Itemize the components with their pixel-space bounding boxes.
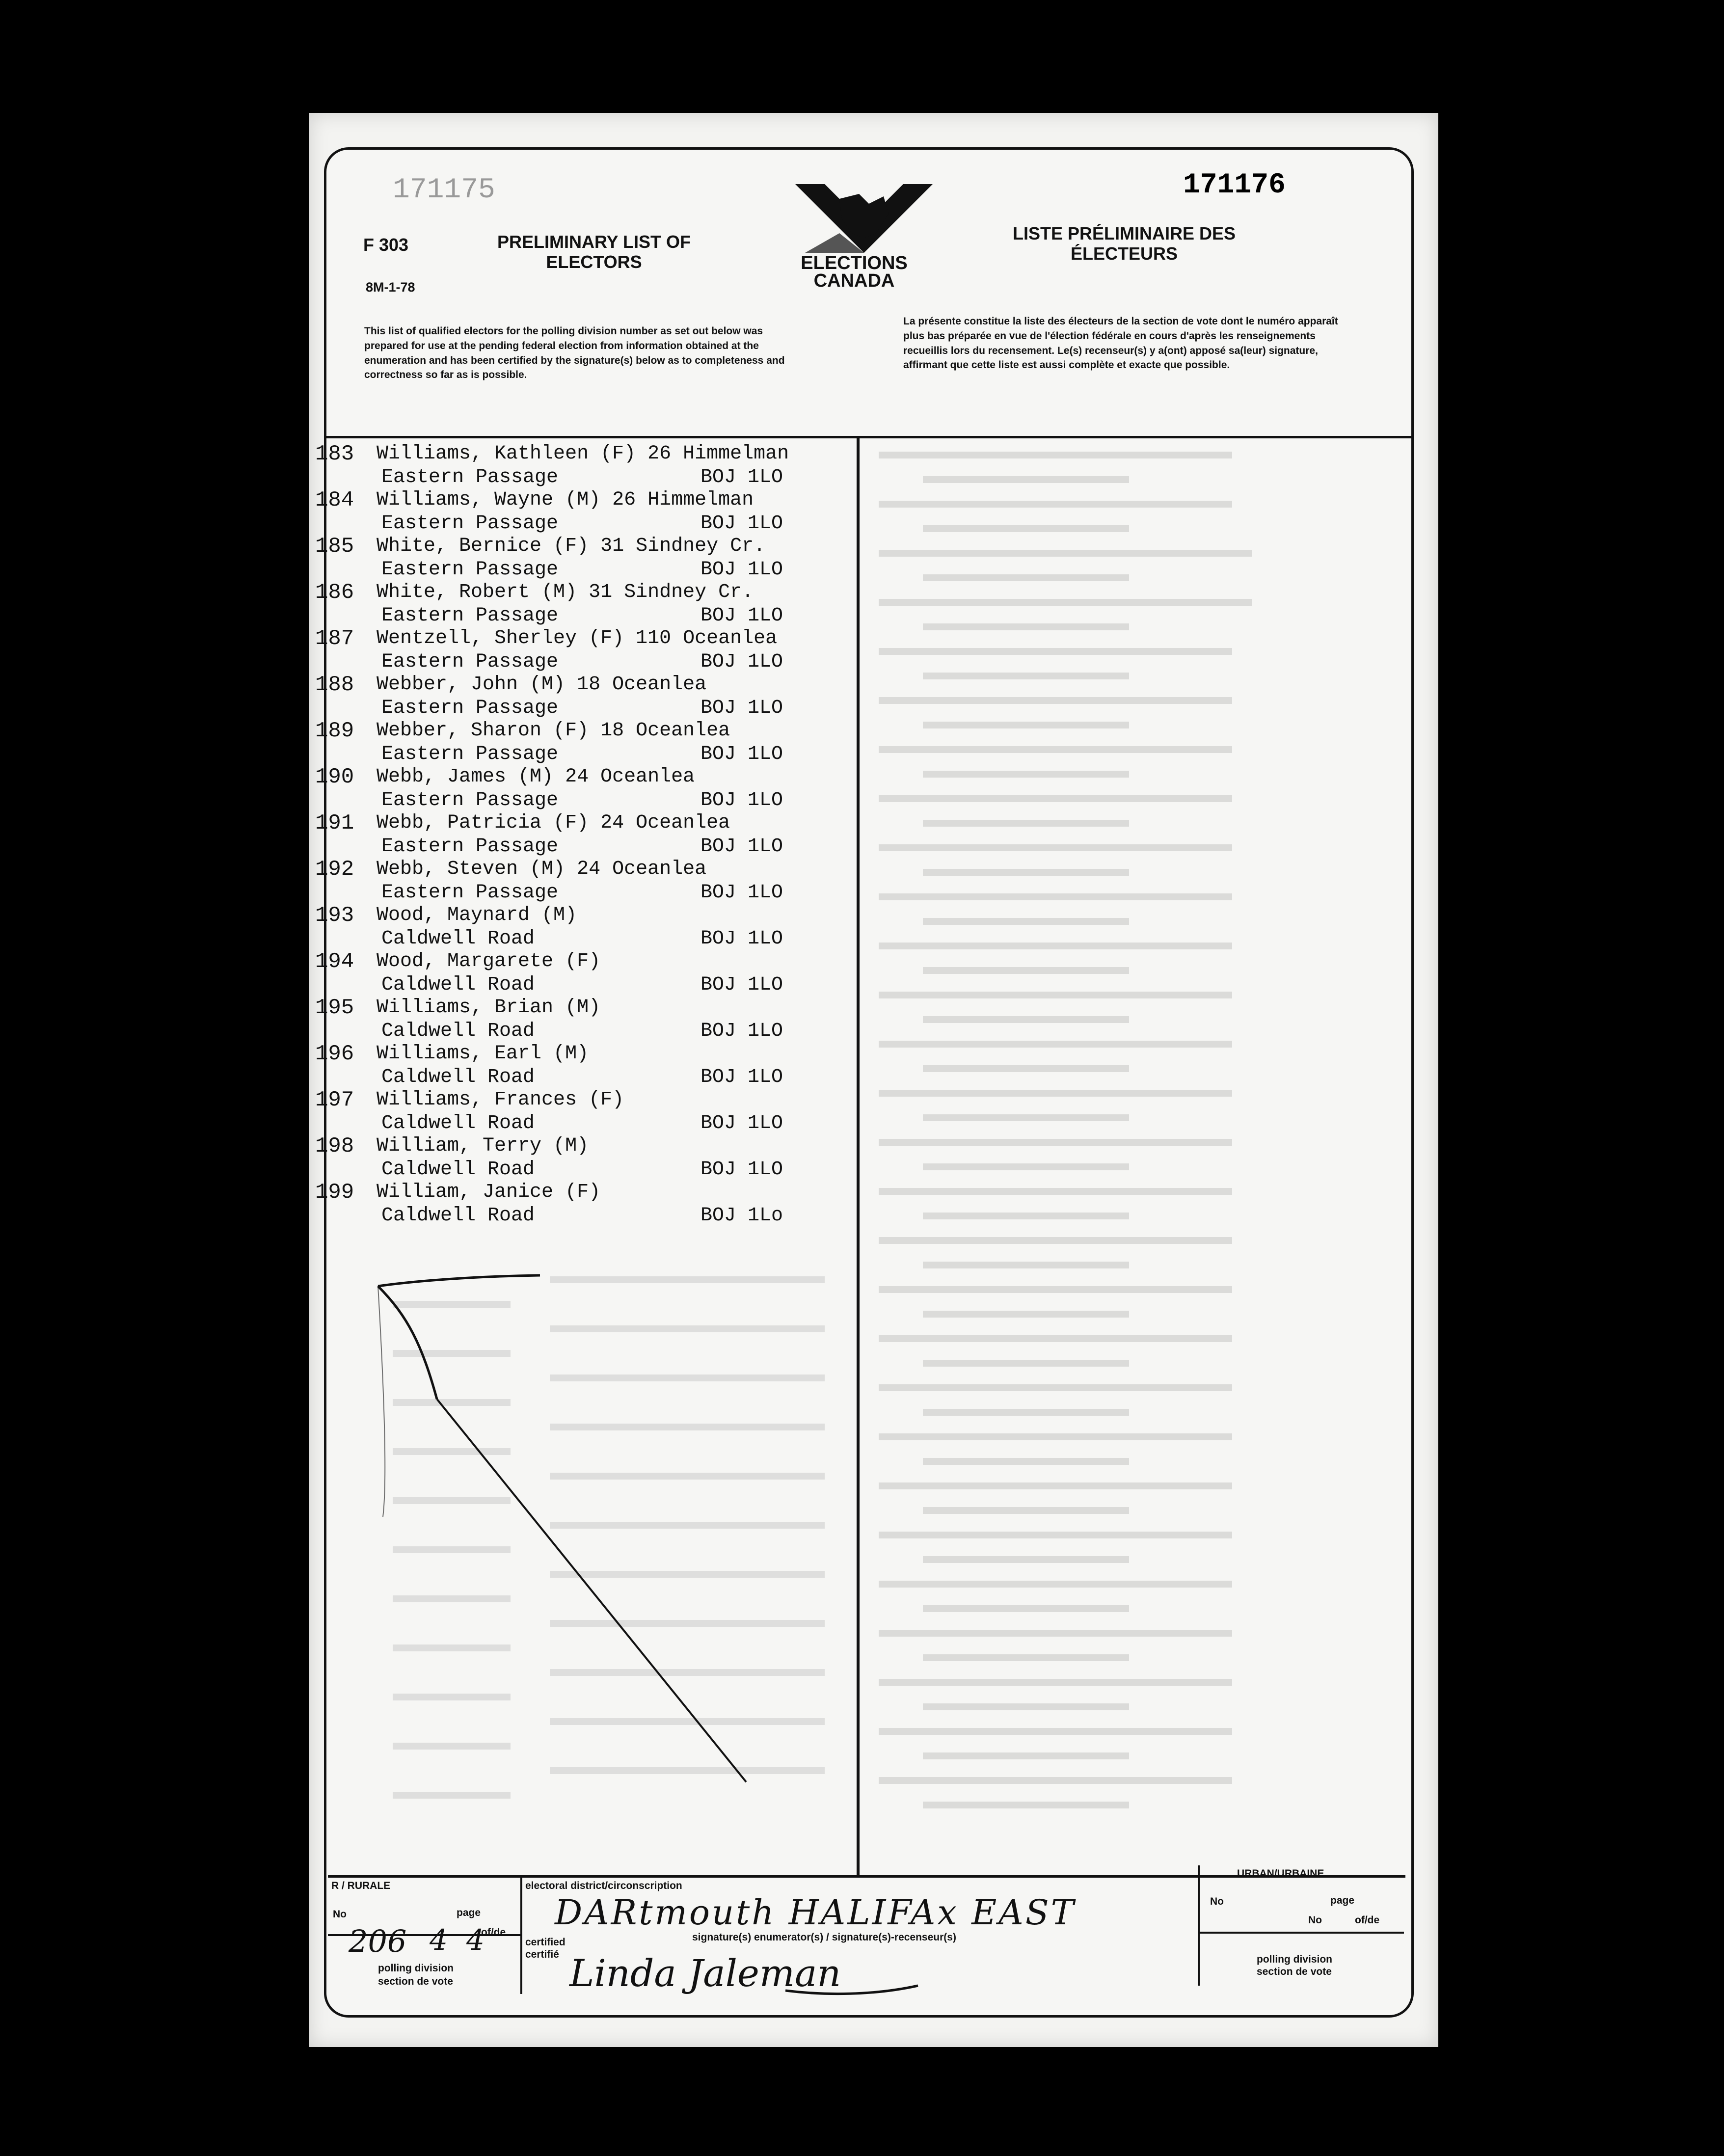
form-code: F 303	[363, 235, 409, 255]
elector-number: 193	[315, 903, 354, 928]
elector-locality: Caldwell Road	[381, 1066, 535, 1088]
elector-entry	[315, 1180, 855, 1226]
elector-postal-code: BOJ 1LO	[700, 651, 783, 673]
elector-postal-code: BOJ 1Lo	[700, 1205, 783, 1227]
electors-list	[315, 442, 855, 1226]
polling-division-label: polling division	[378, 1963, 454, 1974]
logo-text-line2: CANADA	[813, 270, 895, 292]
intro-text-french: La présente constitue la liste des électeurs de la section de vote dont le numéro apparaît plus bas préparée en vue de l'élection fédérale en cours d'après les renseignements recueillis lors du recensement. Le(s) recenseur(s) y a(ont) apposé sa(leur) signature, affirmant que cette liste est aussi complète et exacte que possible.	[903, 316, 1338, 371]
elector-postal-code: BOJ 1LO	[700, 605, 783, 627]
elector-entry	[315, 903, 855, 949]
elector-locality: Eastern Passage	[381, 697, 559, 719]
elector-name-address: Williams, Frances (F)	[377, 1089, 624, 1111]
elector-number: 194	[315, 949, 354, 974]
elector-postal-code: BOJ 1LO	[700, 1066, 783, 1088]
urban-polling-division-label: polling division	[1257, 1954, 1332, 1965]
elector-entry	[315, 673, 855, 719]
signature-underline	[785, 1981, 923, 2000]
elector-number: 183	[315, 442, 354, 466]
elector-postal-code: BOJ 1LO	[700, 974, 783, 996]
section-de-vote-label: section de vote	[378, 1976, 453, 1987]
elector-number: 190	[315, 765, 354, 789]
elector-name-address: Williams, Earl (M)	[377, 1043, 589, 1065]
certified-label: certified	[525, 1937, 566, 1948]
elector-postal-code: BOJ 1LO	[700, 789, 783, 811]
end-of-list-line	[373, 1271, 776, 1802]
elector-name-address: Wood, Maynard (M)	[377, 904, 577, 926]
elector-entry	[315, 1134, 855, 1180]
serial-number-ghost: 171175	[393, 174, 495, 206]
elector-postal-code: BOJ 1LO	[700, 512, 783, 535]
elector-postal-code: BOJ 1LO	[700, 743, 783, 765]
elector-number: 185	[315, 534, 354, 559]
elector-locality: Eastern Passage	[381, 789, 559, 811]
elector-entry	[315, 765, 855, 811]
logo-text	[785, 254, 923, 290]
elector-name-address: Webber, Sharon (F) 18 Oceanlea	[377, 720, 730, 742]
elector-locality: Caldwell Road	[381, 928, 535, 950]
bleed-through-lines	[869, 442, 1399, 1865]
elector-postal-code: BOJ 1LO	[700, 1020, 783, 1042]
logo-text-line1: ELECTIONS	[801, 253, 908, 273]
elector-locality: Eastern Passage	[381, 651, 559, 673]
page-of-number: 4	[466, 1923, 485, 1957]
elector-number: 195	[315, 996, 354, 1020]
elector-number: 192	[315, 857, 354, 882]
elector-number: 198	[315, 1134, 354, 1159]
title-english	[466, 232, 722, 272]
enumerator-signature: Linda Jaleman	[569, 1951, 841, 1995]
intro-text-english: This list of qualified electors for the polling division number as set out below was prepared for use at the pending federal election from information obtained at the enumeration and has been certified by the signature(s) below as to completeness and correctness so far as is possible.	[364, 325, 785, 381]
elector-entry	[315, 626, 855, 673]
elector-name-address: White, Robert (M) 31 Sindney Cr.	[377, 581, 754, 603]
elector-name-address: Webb, Patricia (F) 24 Oceanlea	[377, 812, 730, 834]
elector-locality: Eastern Passage	[381, 882, 559, 904]
elector-entry	[315, 442, 855, 488]
elector-locality: Caldwell Road	[381, 1020, 535, 1042]
elector-locality: Caldwell Road	[381, 1159, 535, 1181]
elector-postal-code: BOJ 1LO	[700, 1112, 783, 1134]
elector-postal-code: BOJ 1LO	[700, 1159, 783, 1181]
elector-entry	[315, 811, 855, 857]
polling-number: 206	[349, 1923, 407, 1959]
elector-entry	[315, 534, 855, 580]
header-divider	[324, 436, 1411, 438]
elector-locality: Eastern Passage	[381, 605, 559, 627]
page-number: 4	[430, 1923, 448, 1957]
title-en-line1: PRELIMINARY LIST OF	[497, 232, 691, 252]
elector-entry	[315, 580, 855, 626]
elector-postal-code: BOJ 1LO	[700, 559, 783, 581]
electoral-district-value: DARtmouth HALIFAx EAST	[555, 1892, 1076, 1933]
elector-number: 184	[315, 488, 354, 512]
elector-name-address: Wentzell, Sherley (F) 110 Oceanlea	[377, 627, 778, 649]
elector-postal-code: BOJ 1LO	[700, 697, 783, 719]
serial-number: 171176	[1183, 169, 1286, 201]
elector-number: 199	[315, 1180, 354, 1205]
form-date: 8M-1-78	[366, 280, 415, 295]
elector-entry	[315, 488, 855, 534]
electoral-district-label: electoral district/circonscription	[525, 1880, 682, 1891]
elector-postal-code: BOJ 1LO	[700, 882, 783, 904]
footer-hline-right	[1198, 1932, 1404, 1934]
title-french	[977, 223, 1271, 264]
urban-no-label-2: No	[1308, 1914, 1322, 1926]
urban-page-label: page	[1330, 1895, 1355, 1906]
elector-name-address: Williams, Kathleen (F) 26 Himmelman	[377, 443, 789, 465]
footer-vline-right	[1198, 1865, 1200, 1986]
elector-entry	[315, 996, 855, 1042]
elector-name-address: William, Terry (M)	[377, 1135, 589, 1157]
rural-label: R / RURALE	[331, 1880, 391, 1891]
elector-entry	[315, 857, 855, 903]
elector-locality: Eastern Passage	[381, 743, 559, 765]
urban-section-de-vote-label: section de vote	[1257, 1966, 1332, 1977]
elector-locality: Eastern Passage	[381, 512, 559, 535]
elector-locality: Caldwell Road	[381, 1112, 535, 1134]
elector-number: 197	[315, 1088, 354, 1112]
elector-locality: Eastern Passage	[381, 466, 559, 488]
elector-number: 191	[315, 811, 354, 835]
title-en-line2: ELECTORS	[546, 252, 642, 272]
column-divider	[857, 437, 860, 1878]
of-label: of/de	[481, 1927, 506, 1938]
elector-name-address: Wood, Margarete (F)	[377, 950, 601, 972]
elector-name-address: White, Bernice (F) 31 Sindney Cr.	[377, 535, 766, 557]
no-label: No	[333, 1909, 347, 1920]
urban-of-label: of/de	[1355, 1914, 1380, 1926]
title-fr-line2: ÉLECTEURS	[1070, 243, 1178, 264]
elector-number: 189	[315, 719, 354, 743]
signature-label: signature(s) enumerator(s) / signature(s)-recenseur(s)	[692, 1932, 956, 1943]
elector-number: 186	[315, 580, 354, 605]
bleed-through-marks	[879, 452, 1252, 1808]
certifie-label: certifié	[525, 1949, 559, 1960]
elector-number: 188	[315, 673, 354, 697]
elector-name-address: Webb, James (M) 24 Oceanlea	[377, 766, 695, 788]
elector-locality: Caldwell Road	[381, 974, 535, 996]
urban-label: URBAN/URBAINE	[1237, 1868, 1324, 1879]
elector-name-address: Webber, John (M) 18 Oceanlea	[377, 674, 707, 696]
elector-name-address: Webb, Steven (M) 24 Oceanlea	[377, 858, 707, 880]
elector-entry	[315, 1042, 855, 1088]
elector-name-address: Williams, Brian (M)	[377, 997, 601, 1019]
elector-number: 187	[315, 626, 354, 651]
title-fr-line1: LISTE PRÉLIMINAIRE DES	[1012, 223, 1236, 243]
elector-entry	[315, 719, 855, 765]
elector-entry	[315, 949, 855, 996]
elector-locality: Eastern Passage	[381, 559, 559, 581]
page-label: page	[457, 1907, 481, 1918]
elector-number: 196	[315, 1042, 354, 1066]
elector-postal-code: BOJ 1LO	[700, 835, 783, 858]
elector-name-address: Williams, Wayne (M) 26 Himmelman	[377, 489, 754, 511]
elector-postal-code: BOJ 1LO	[700, 928, 783, 950]
elector-locality: Eastern Passage	[381, 835, 559, 858]
elector-name-address: William, Janice (F)	[377, 1181, 601, 1203]
bleed-through-texture	[869, 442, 1399, 1865]
elector-entry	[315, 1088, 855, 1134]
elector-locality: Caldwell Road	[381, 1205, 535, 1227]
urban-no-label: No	[1210, 1896, 1224, 1907]
elector-postal-code: BOJ 1LO	[700, 466, 783, 488]
